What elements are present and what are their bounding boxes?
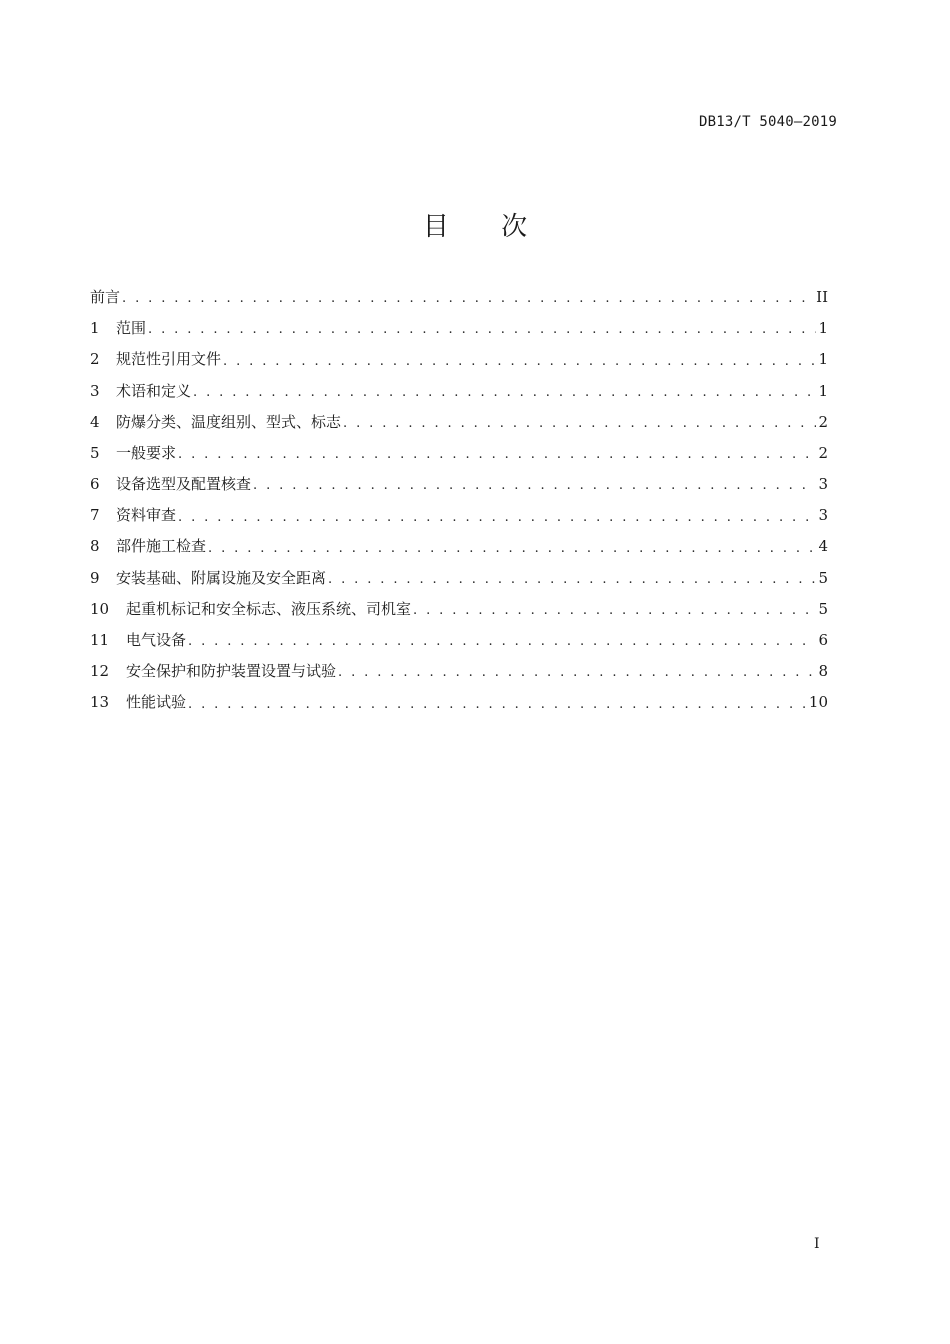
toc-entry-11[interactable] (90, 625, 828, 656)
toc-entry-5[interactable] (90, 438, 828, 469)
toc-entry-number: 6 (90, 475, 100, 494)
toc-entry-title: 防爆分类、温度组别、型式、标志 (116, 412, 342, 431)
toc-leader-dots (413, 597, 816, 625)
document-code: DB13/T 5040—2019 (698, 114, 837, 130)
toc-entry-4[interactable] (90, 407, 828, 438)
toc-leader-dots (188, 691, 807, 719)
toc-leader-dots (343, 410, 816, 438)
toc-leader-dots (178, 441, 816, 469)
toc-entry-number: 2 (90, 350, 100, 369)
toc-leader-dots (188, 628, 816, 656)
toc-entry-title: 规范性引用文件 (116, 350, 222, 369)
toc-entry-page: 8 (818, 662, 828, 681)
toc-entry-title: 电气设备 (126, 631, 187, 650)
toc-leader-dots (193, 379, 816, 407)
toc-entry-number: 9 (90, 568, 100, 587)
toc-entry-title: 术语和定义 (116, 381, 192, 400)
toc-entry-9[interactable] (90, 563, 828, 594)
toc-entry-title: 范围 (116, 319, 147, 338)
toc-entry-number: 1 (90, 319, 100, 338)
toc-leader-dots (122, 285, 814, 313)
toc-entry-10[interactable] (90, 594, 828, 625)
toc-entry-title: 一般要求 (116, 443, 177, 462)
toc-entry-number: 12 (90, 662, 110, 681)
toc-entry-13[interactable] (90, 687, 828, 718)
toc-entry-foreword[interactable] (90, 282, 828, 313)
toc-entry-6[interactable] (90, 469, 828, 500)
toc-leader-dots (223, 348, 816, 376)
toc-entry-number: 3 (90, 381, 100, 400)
toc-entry-page: 6 (818, 631, 828, 650)
toc-entry-page: 3 (818, 506, 828, 525)
toc-entry-page: 3 (818, 475, 828, 494)
page-title: 目 次 (422, 212, 550, 242)
toc-entry-number: 8 (90, 537, 100, 556)
toc-entry-title: 性能试验 (126, 693, 187, 712)
toc-entry-number: 4 (90, 412, 100, 431)
toc-entry-title: 部件施工检查 (116, 537, 207, 556)
toc-entry-number: 11 (90, 631, 110, 650)
toc-entry-title: 安装基础、附属设施及安全距离 (116, 568, 327, 587)
toc-leader-dots (178, 504, 816, 532)
toc-entry-page: 10 (808, 693, 828, 712)
toc-entry-page: 1 (818, 381, 828, 400)
toc-entry-page: 1 (818, 350, 828, 369)
table-of-contents (90, 282, 828, 719)
toc-entry-title: 前言 (90, 287, 121, 306)
toc-entry-title: 起重机标记和安全标志、液压系统、司机室 (126, 599, 412, 618)
toc-entry-number: 13 (90, 693, 110, 712)
toc-entry-8[interactable] (90, 532, 828, 563)
toc-leader-dots (208, 535, 816, 563)
toc-entry-title: 安全保护和防护装置设置与试验 (126, 662, 337, 681)
toc-entry-page: 5 (818, 568, 828, 587)
toc-entry-number: 10 (90, 599, 110, 618)
toc-leader-dots (328, 566, 816, 594)
toc-leader-dots (338, 659, 816, 687)
toc-leader-dots (253, 472, 816, 500)
toc-entry-page: 4 (818, 537, 828, 556)
toc-entry-page: II (816, 287, 828, 306)
toc-entry-page: 2 (818, 443, 828, 462)
toc-entry-12[interactable] (90, 656, 828, 687)
toc-entry-page: 5 (818, 599, 828, 618)
toc-entry-page: 1 (818, 319, 828, 338)
toc-entry-number: 7 (90, 506, 100, 525)
page-number: I (814, 1236, 820, 1252)
toc-entry-title: 设备选型及配置核查 (116, 475, 252, 494)
toc-entry-number: 5 (90, 443, 100, 462)
toc-entry-1[interactable] (90, 313, 828, 344)
toc-entry-page: 2 (818, 412, 828, 431)
toc-entry-2[interactable] (90, 344, 828, 375)
toc-leader-dots (148, 316, 816, 344)
toc-entry-7[interactable] (90, 500, 828, 531)
toc-entry-3[interactable] (90, 376, 828, 407)
toc-entry-title: 资料审查 (116, 506, 177, 525)
